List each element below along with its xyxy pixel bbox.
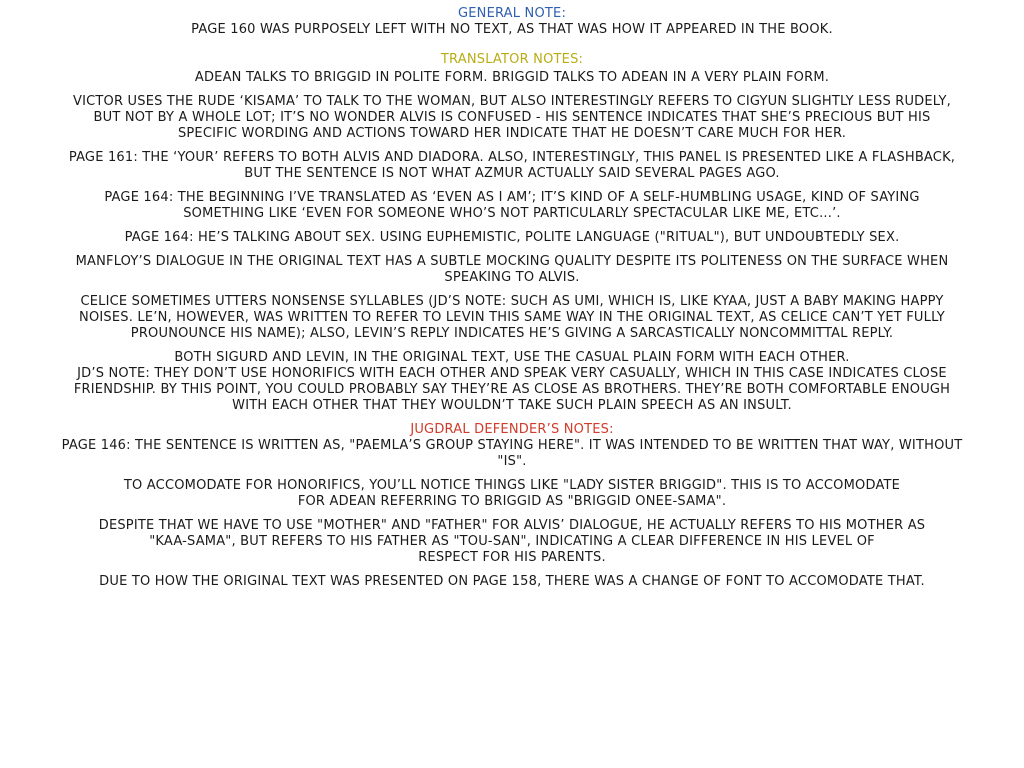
translator-note: BOTH SIGURD AND LEVIN, IN THE ORIGINAL TEXT, USE THE CASUAL PLAIN FORM WITH EACH OTHER.	[174, 350, 850, 365]
jd-notes-heading: JUGDRAL DEFENDER’S NOTES:	[410, 422, 614, 437]
translator-note: ADEAN TALKS TO BRIGGID IN POLITE FORM. BRIGGID TALKS TO ADEAN IN A VERY PLAIN FORM.	[194, 70, 830, 85]
jd-note: TO ACCOMODATE FOR HONORIFICS, YOU’LL NOTICE THINGS LIKE "LADY SISTER BRIGGID". THIS IS TO ACCOMODATE FOR ADEAN REFERRING TO BRIGGID AS "BRIGGID ONEE-SAMA".	[123, 478, 901, 509]
translator-note: PAGE 161: THE ‘YOUR’ REFERS TO BOTH ALVIS AND DIADORA. ALSO, INTERESTINGLY, THIS PANEL IS PRESENTED LIKE A FLASHBACK, BUT THE SENTENCE IS NOT WHAT AZMUR ACTUALLY SAID SEVERAL PAGES AGO.	[68, 150, 956, 181]
jd-note: DESPITE THAT WE HAVE TO USE "MOTHER" AND "FATHER" FOR ALVIS’ DIALOGUE, HE ACTUALLY REFERS TO HIS MOTHER AS "KAA-SAMA", BUT REFERS TO HIS FATHER AS "TOU-SAN", INDICATING A CLEAR DIFFERENCE IN HIS LEVEL OF RESPECT FOR HIS PARENTS.	[98, 518, 926, 565]
translator-note: CELICE SOMETIMES UTTERS NONSENSE SYLLABLES (JD’S NOTE: SUCH AS UMI, WHICH IS, LIKE KYAA, JUST A BABY MAKING HAPPY NOISES. LE’N, HOWEVER, WAS WRITTEN TO REFER TO LEVIN THIS SAME WAY IN THE ORIGINAL TEXT, AS CELICE CAN’T YET FULLY PROUNOUNCE HIS NAME); ALSO, LEVIN’S REPLY INDICATES HE’S GIVING A SARCASTICALLY NONCOMMITTAL REPLY.	[79, 294, 945, 341]
translator-note: PAGE 164: HE’S TALKING ABOUT SEX. USING EUPHEMISTIC, POLITE LANGUAGE ("RITUAL"), BUT UNDOUBTEDLY SEX.	[124, 230, 900, 245]
general-note-heading: GENERAL NOTE:	[457, 6, 567, 21]
jd-inline-note: JD’S NOTE: THEY DON’T USE HONORIFICS WITH EACH OTHER AND SPEAK VERY CASUALLY, WHICH IN THIS CASE INDICATES CLOSE FRIENDSHIP. BY THIS POINT, YOU COULD PROBABLY SAY THEY’RE AS CLOSE AS BROTHERS. THEY’RE BOTH COMFORTABLE ENOUGH WITH EACH OTHER THAT THEY WOULDN’T TAKE SUCH PLAIN SPEECH AS AN INSULT.	[73, 366, 951, 413]
jd-note: DUE TO HOW THE ORIGINAL TEXT WAS PRESENTED ON PAGE 158, THERE WAS A CHANGE OF FONT TO ACCOMODATE THAT.	[99, 574, 925, 589]
general-note-text: PAGE 160 WAS PURPOSELY LEFT WITH NO TEXT, AS THAT WAS HOW IT APPEARED IN THE BOOK.	[191, 22, 833, 37]
translator-note: VICTOR USES THE RUDE ‘KISAMA’ TO TALK TO THE WOMAN, BUT ALSO INTERESTINGLY REFERS TO CIGYUN SLIGHTLY LESS RUDELY, BUT NOT BY A WHOLE LOT; IT’S NO WONDER ALVIS IS CONFUSED - HIS SENTENCE INDICATES THAT SHE’S PRECIOUS BUT HIS SPECIFIC WORDING AND ACTIONS TOWARD HER INDICATE THAT HE DOESN’T CARE MUCH FOR HER.	[72, 94, 952, 141]
translator-note: MANFLOY’S DIALOGUE IN THE ORIGINAL TEXT HAS A SUBTLE MOCKING QUALITY DESPITE ITS POLITENESS ON THE SURFACE WHEN SPEAKING TO ALVIS.	[75, 254, 949, 285]
jd-note: PAGE 146: THE SENTENCE IS WRITTEN AS, "PAEMLA’S GROUP STAYING HERE". IT WAS INTENDED TO BE WRITTEN THAT WAY, WITHOUT "IS".	[61, 438, 963, 469]
translator-note: PAGE 164: THE BEGINNING I’VE TRANSLATED AS ‘EVEN AS I AM’; IT’S KIND OF A SELF-HUMBLING USAGE, KIND OF SAYING SOMETHING LIKE ‘EVEN FOR SOMEONE WHO’S NOT PARTICULARLY SPECTACULAR LIKE ME, ETC...’.	[104, 190, 920, 221]
translator-notes-heading: TRANSLATOR NOTES:	[440, 52, 584, 67]
